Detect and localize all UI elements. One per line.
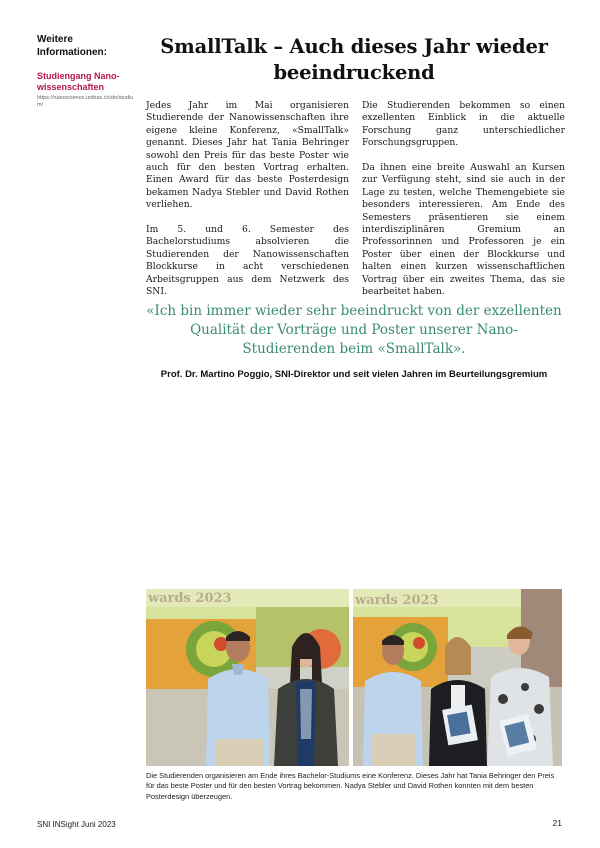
sidebar-info xyxy=(37,33,137,109)
watermark-text: wards 2023 xyxy=(148,591,232,606)
award-photo-left-image xyxy=(146,589,349,766)
paragraph: Die Studierenden bekommen so einen exzellenten Einblick in die aktuelle Forschung ganz unterschiedlicher Forschungsgruppen. xyxy=(362,100,565,149)
watermark-text: wards 2023 xyxy=(355,593,439,608)
photo-caption: Die Studierenden organisieren am Ende ihres Bachelor-Studiums eine Konferenz. Dieses Jahr hat Tania Behringer den Preis für das beste Poster und für den besten Vortrag bekommen. Nadya Stebler und David Rothen konnten mit dem besten Posterdesign überzeugen. xyxy=(146,771,555,801)
left-column xyxy=(146,100,349,311)
award-photo-left xyxy=(146,589,349,766)
study-program-link[interactable]: Studiengang Nano-wissenschaften xyxy=(37,71,120,92)
paragraph: Im 5. und 6. Semester des Bachelorstudiums absolvieren die Studierenden der Nanowissenschaften Blockkurse in acht verschiedenen Arbeitsgruppen aus dem Netzwerk des SNI. xyxy=(146,224,349,298)
award-photo-right xyxy=(353,589,562,766)
pull-quote: «Ich bin immer wieder sehr beeindruckt von der exzellenten Qualität der Vorträge und Poster unserer Nano-Studierenden beim «SmallTalk». xyxy=(146,303,562,357)
quote-attribution: Prof. Dr. Martino Poggio, SNI-Direktor und seit vielen Jahren im Beurteilungsgremium xyxy=(160,369,548,380)
award-photo-right-image xyxy=(353,589,562,766)
paragraph: Da ihnen eine breite Auswahl an Kursen zur Verfügung steht, sind sie auch in der Lage zu testen, welche Themengebiete sie besonders interessieren. Am Ende des Semesters präsentieren sie einem interdisziplinären Gremium an Professorinnen und Professoren je ein Poster über einen der Blockkurse und halten einen kurzen wissenschaftlichen Vortrag über ein zweites Thema, das sie bearbeitet haben. xyxy=(362,162,565,298)
sidebar-heading: Weitere Informationen: xyxy=(37,34,107,58)
page-number: 21 xyxy=(552,818,562,828)
publication-footer: SNI INSight Juni 2023 xyxy=(37,820,116,829)
right-column xyxy=(362,100,565,311)
paragraph: Jedes Jahr im Mai organisieren Studierende der Nanowissenschaften ihre eigene kleine Konferenz, «SmallTalk» genannt. Dieses Jahr hat Tania Behringer sowohl den Preis für das beste Poster wie auch für den besten Vortrag erhalten. Einen Award für das beste Posterdesign bekamen Nadya Stebler und David Rothen verliehen. xyxy=(146,100,349,211)
article-title: SmallTalk – Auch dieses Jahr wieder beeindruckend xyxy=(160,35,548,84)
study-program-url[interactable]: https://nanoscience.unibas.ch/de/studium/ xyxy=(37,95,134,108)
